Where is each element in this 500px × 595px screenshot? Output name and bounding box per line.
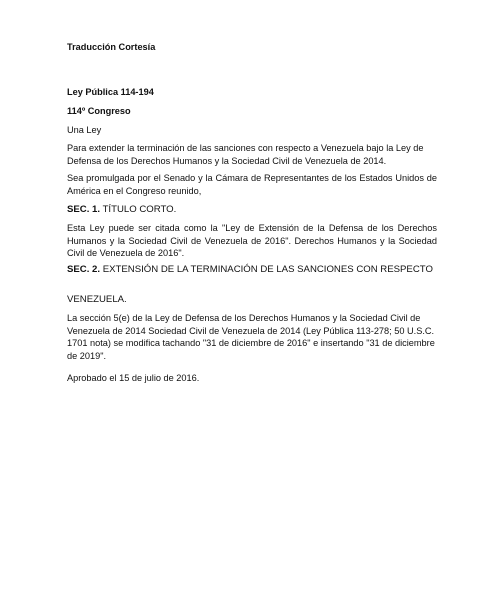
act-label: Una Ley [67,125,102,135]
enacting-clause: Sea promulgada por el Senado y la Cámara de Representantes de los Estados Unidos de América en el Congreso reunido, [67,173,437,196]
section-2-title-continued: VENEZUELA. [67,294,127,305]
section-1-title: TÍTULO CORTO. [102,204,177,215]
section-1-body: Esta Ley puede ser citada como la "Ley de Extensión de la Defensa de los Derechos Humanos y la Sociedad Civil de Venezuela de 2016". Derechos Humanos y la Sociedad Civil de Venezuela de 2016". [67,223,437,259]
section-1-number: SEC. 1. [67,204,101,215]
section-2-title: EXTENSIÓN DE LA TERMINACIÓN DE LAS SANCIONES CON RESPECTO [102,264,433,275]
purpose-paragraph: Para extender la terminación de las sanciones con respecto a Venezuela bajo la Ley de Defensa de los Derechos Humanos y la Sociedad Civil de Venezuela de 2014. [67,143,424,166]
approval-date: Aprobado el 15 de julio de 2016. [67,373,200,383]
law-number: Ley Pública 114-194 [67,87,154,97]
section-1-heading [67,204,437,217]
section-2-heading [67,264,437,277]
congress-label: 114º Congreso [67,106,131,116]
courtesy-translation-label: Traducción Cortesía [67,42,156,52]
section-2-body: La sección 5(e) de la Ley de Defensa de los Derechos Humanos y la Sociedad Civil de Venezuela de 2014 Sociedad Civil de Venezuela de 2014 (Ley Pública 113-278; 50 U.S.C. 1701 nota) se modifica tachando "31 de diciembre de 2016" e insertando "31 de diciembre de 2019". [67,313,435,361]
section-2-number: SEC. 2. [67,264,101,275]
